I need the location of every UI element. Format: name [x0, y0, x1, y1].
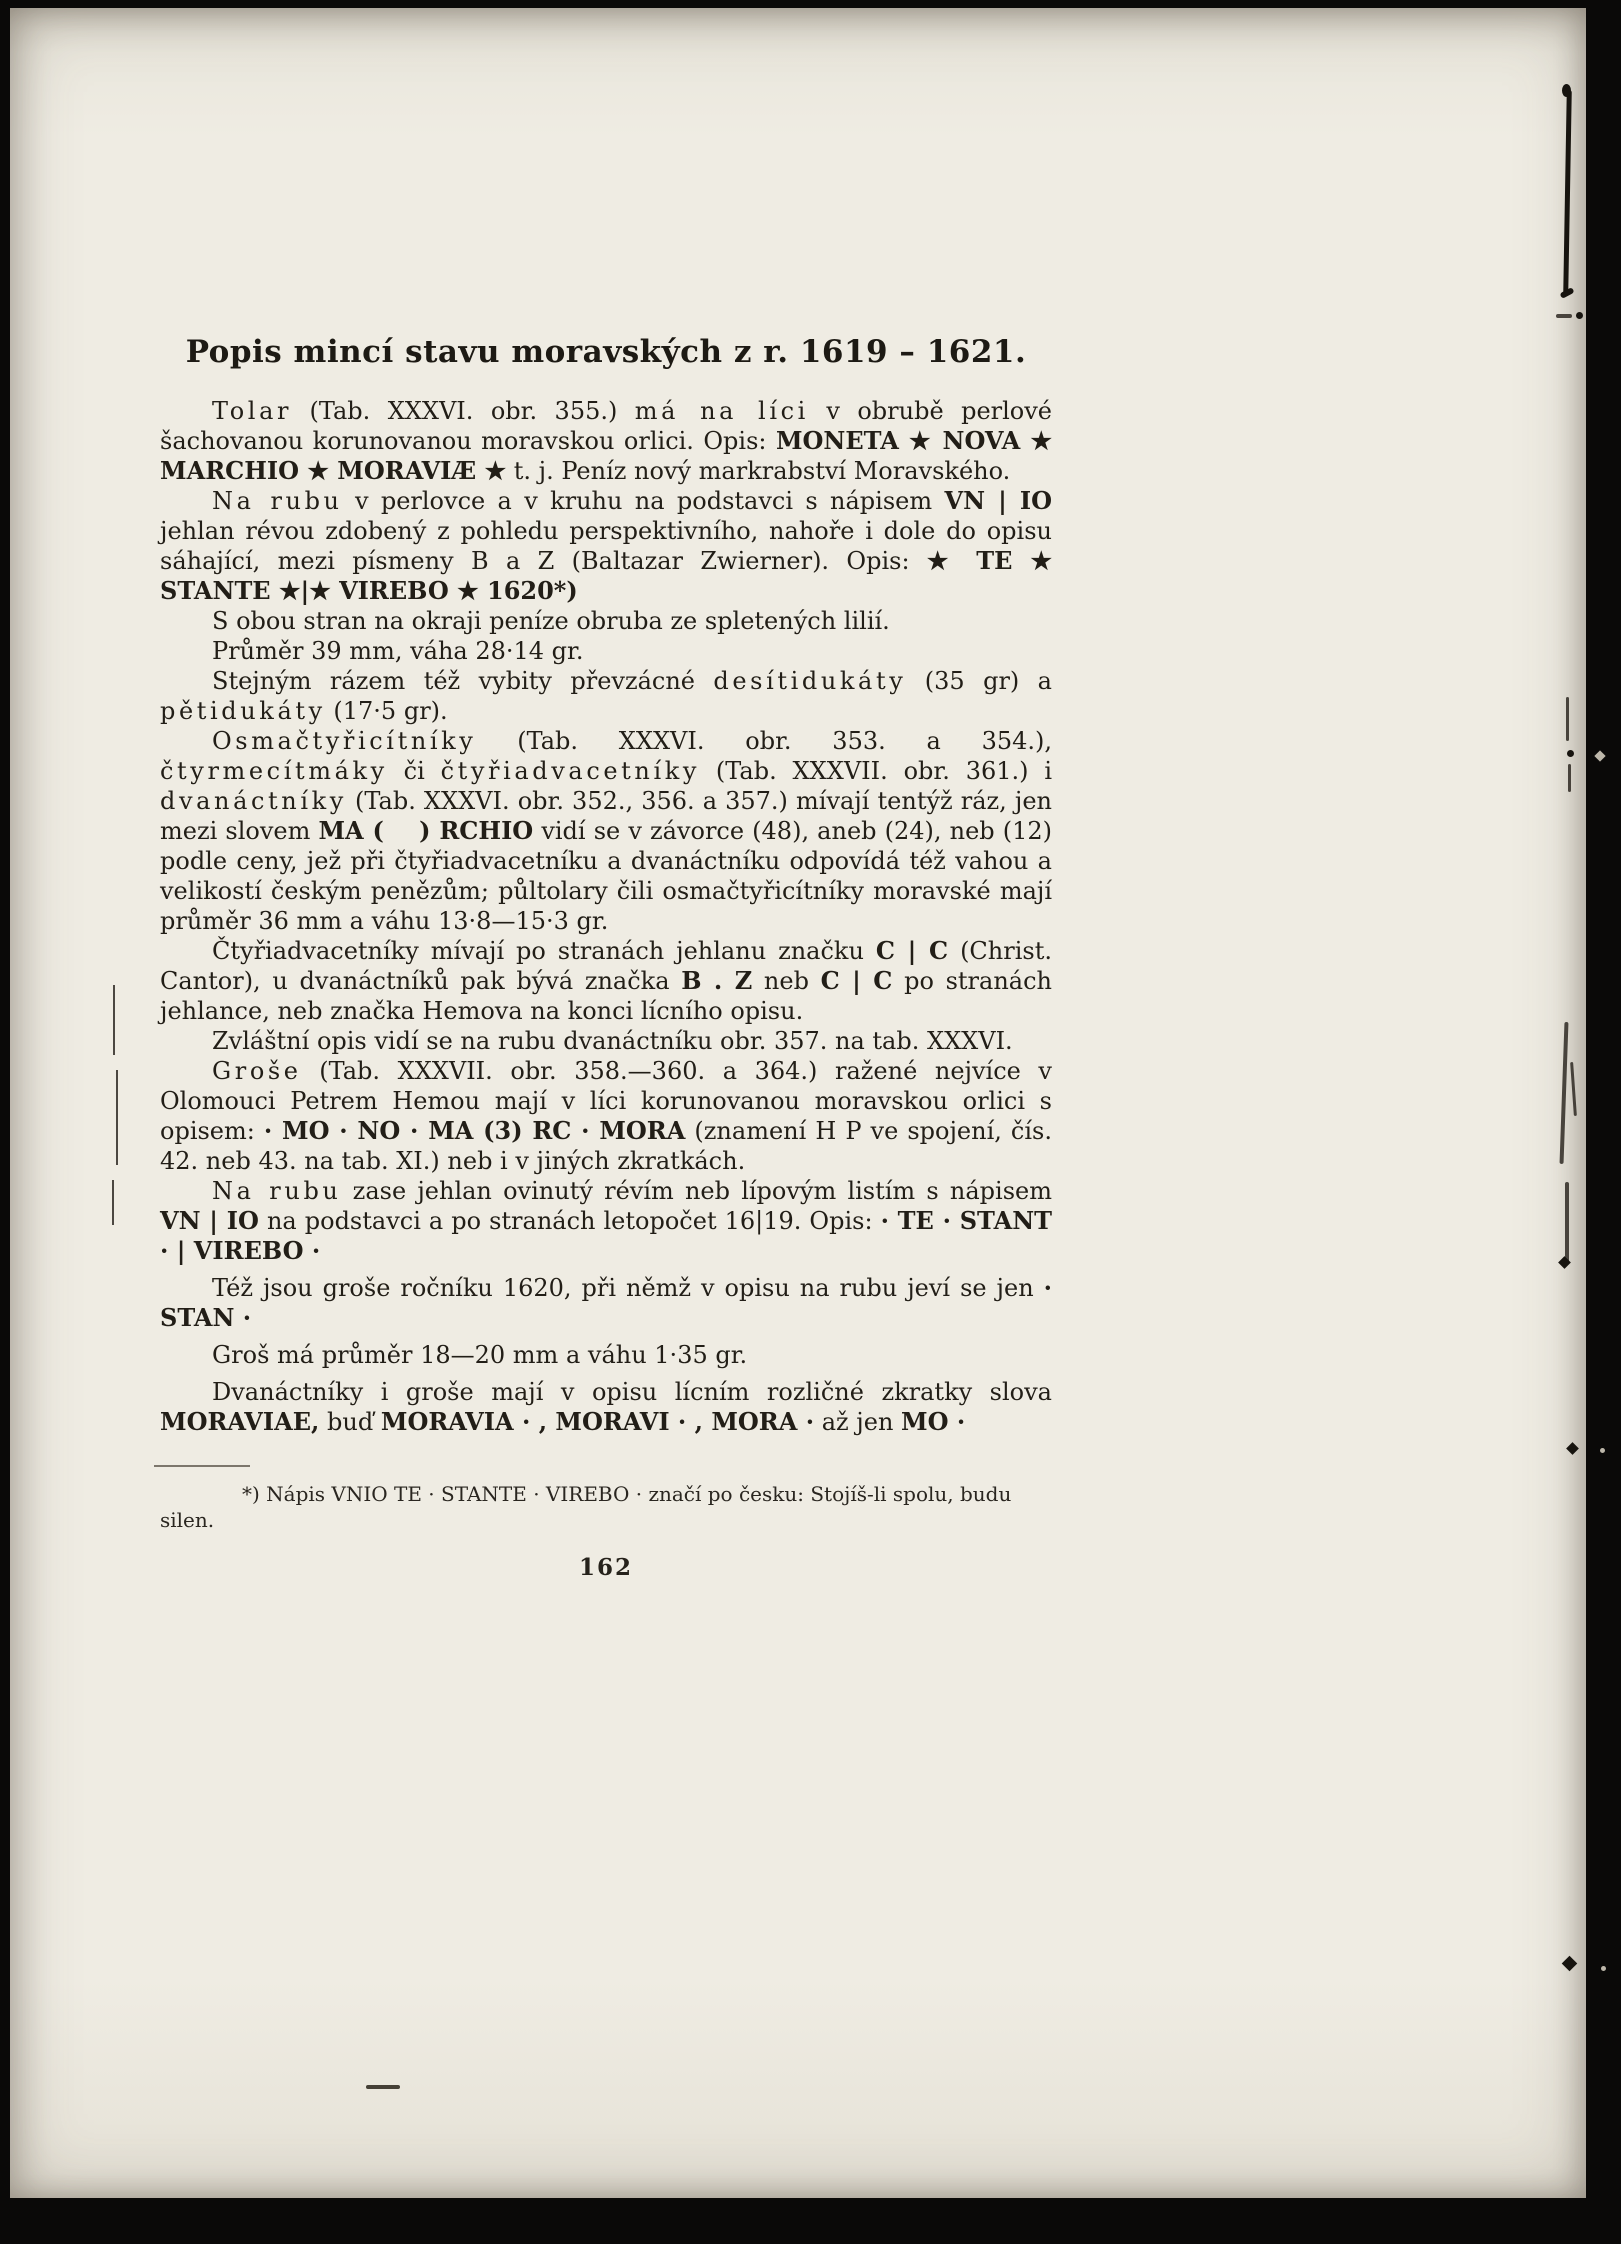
ink-dot-right — [1567, 750, 1574, 757]
paragraph — [160, 726, 1052, 936]
text-run: C | C — [875, 936, 949, 965]
paragraph — [160, 666, 1052, 726]
page-title: Popis mincí stavu moravských z r. 1619 – 1621. — [185, 334, 1027, 370]
ink-stroke-upper-right — [1566, 697, 1569, 741]
text-run: MORAVIA · , MORAVI · , MORA · — [380, 1407, 815, 1436]
text-run: (Christ. Cantor), u dvanáctníků pak bývá značka — [160, 937, 1052, 995]
text-run: či — [387, 757, 441, 785]
text-run: na podstavci a po stranách letopočet 16|19. Opis: — [258, 1207, 881, 1235]
paragraph — [160, 606, 1052, 636]
text-run: VN | IO — [944, 486, 1053, 515]
text-run: zase jehlan ovinutý révím neb lípovým listím s nápisem — [341, 1177, 1052, 1205]
text-run: dvanáctníky — [160, 787, 347, 815]
paragraph — [160, 1377, 1052, 1437]
ink-blob-top — [1562, 84, 1571, 97]
text-run: Na rubu — [212, 1177, 342, 1205]
text-run: Groše — [212, 1057, 302, 1085]
paragraph — [160, 1176, 1052, 1266]
scratch-left-margin-2 — [116, 1070, 118, 1165]
ink-stroke-right — [1568, 764, 1571, 792]
text-run: (Tab. XXXVI. obr. 353. a 354.), — [476, 727, 1052, 755]
text-run: buď — [319, 1408, 381, 1436]
text-run: Zvláštní opis vidí se na rubu dvanáctníku obr. 357. na tab. XXXVI. — [212, 1027, 1013, 1055]
text-run: Stejným rázem též vybity převzácné — [212, 667, 714, 695]
paragraph — [160, 486, 1052, 606]
text-run: v obrubě perlové šachovanou korunovanou moravskou orlici. Opis: — [160, 397, 1053, 455]
text-column — [160, 334, 1052, 1583]
text-run: (znamení H P ve spojení, čís. 42. neb 43. na tab. XI.) neb i v jiných zkratkách. — [160, 1117, 1052, 1175]
text-run: Dvanáctníky i groše mají v opisu lícním rozličné zkratky slova — [212, 1378, 1052, 1406]
text-run: čtyrmecítmáky — [160, 757, 388, 785]
text-run: Průměr 39 mm, váha 28·14 gr. — [212, 637, 584, 665]
pencil-dash-bottom — [366, 2085, 400, 2089]
paragraph — [160, 636, 1052, 666]
text-run: Na rubu — [212, 487, 343, 515]
text-run: MORAVIAE, — [160, 1407, 320, 1436]
text-run: MA ( ) RCHIO — [318, 816, 534, 845]
text-run: (Tab. XXXVI. obr. 355.) — [292, 397, 635, 425]
text-run: v perlovce a v kruhu na podstavci s nápisem — [342, 487, 945, 515]
edge-speck-light-3 — [1601, 1966, 1606, 1971]
text-run: pětidukáty — [160, 697, 326, 725]
paragraph — [160, 1340, 1052, 1370]
text-run: (Tab. XXXVII. obr. 361.) i — [700, 757, 1053, 785]
scratch-left-margin-3 — [112, 1180, 114, 1225]
page-number: 162 — [578, 1554, 633, 1581]
ink-dash-arrow — [1556, 314, 1572, 318]
paragraph — [160, 396, 1052, 486]
text-run: Groš má průměr 18—20 mm a váhu 1·35 gr. — [212, 1341, 748, 1369]
body-text — [160, 396, 1052, 1437]
text-run: Též jsou groše ročníku 1620, při němž v opisu na rubu jeví se jen — [212, 1274, 1044, 1302]
paragraph — [160, 1026, 1052, 1056]
text-run: B . Z — [681, 966, 753, 995]
text-run: Osmačtyřicítníky — [212, 727, 477, 755]
footnote-rule — [154, 1465, 250, 1467]
text-run: MONETA ★ NOVA ★ MARCHIO ★ MORAVIÆ ★ — [160, 426, 1052, 485]
text-run: ★ TE ★ STANTE ★|★ VIREBO ★ 1620*) — [160, 546, 1052, 605]
text-run: (Tab. XXXVI. obr. 352., 356. a 357.) mívají tentýž ráz, jen mezi slovem — [160, 787, 1052, 845]
text-run: t. j. Peníz nový markrabství Moravského. — [506, 457, 1011, 485]
edge-speck-light-2 — [1600, 1448, 1605, 1453]
ink-stroke-mid-right — [1565, 1182, 1569, 1262]
text-run: (17·5 gr). — [325, 697, 448, 725]
text-run: až jen — [814, 1408, 902, 1436]
edge-speck-light — [1594, 750, 1605, 761]
text-run: (35 gr) a — [906, 667, 1052, 695]
text-run: neb — [752, 967, 821, 995]
text-run: · STAN · — [160, 1273, 1052, 1332]
text-run: C | C — [820, 966, 893, 995]
text-run: VN | IO — [160, 1206, 259, 1235]
footnote: *) Nápis VNIO TE · STANTE · VIREBO · značí po česku: Stojíš-li spolu, budu silen. — [160, 1482, 1012, 1532]
paragraph — [160, 1273, 1052, 1333]
text-run: vidí se v závorce (48), aneb (24), neb (12) podle ceny, jež při čtyřiadvacetníku a dvanáctníku odpovídá též vahou a velikostí českým penězům; půltolary čili osmačtyřicítníky moravské mají průměr 36 mm a váhu 13·8—15·3 gr. — [160, 817, 1053, 935]
ink-dot-arrow — [1576, 312, 1583, 319]
text-run: jehlan révou zdobený z pohledu perspektivního, nahoře i dole do opisu sáhající, mezi písmeny B a Z (Baltazar Zwierner). Opis: — [160, 517, 1052, 575]
text-run: čtyřiadvacetníky — [440, 757, 701, 785]
text-run: má na líci — [634, 397, 809, 425]
paragraph — [160, 936, 1052, 1026]
paragraph — [160, 1056, 1052, 1176]
text-run: · TE · STANT · | VIREBO · — [160, 1206, 1052, 1265]
text-run: Čtyřiadvacetníky mívají po stranách jehlanu značku — [212, 937, 876, 965]
text-run: S obou stran na okraji peníze obruba ze spletených lilií. — [212, 607, 890, 635]
text-run: (Tab. XXXVII. obr. 358.—360. a 364.) ražené nejvíce v Olomouci Petrem Hemou mají v líci korunovanou moravskou orlici s opisem: — [160, 1057, 1052, 1145]
text-run: po stranách jehlance, neb značka Hemova na konci lícního opisu. — [160, 967, 1053, 1025]
text-run: Tolar — [212, 397, 293, 425]
scratch-left-margin-1 — [113, 985, 115, 1055]
scanned-paper-page — [10, 8, 1586, 2198]
text-run: desítidukáty — [713, 667, 907, 695]
text-run: MO · — [901, 1407, 966, 1436]
text-run: · MO · NO · MA (3) RC · MORA — [263, 1116, 686, 1145]
